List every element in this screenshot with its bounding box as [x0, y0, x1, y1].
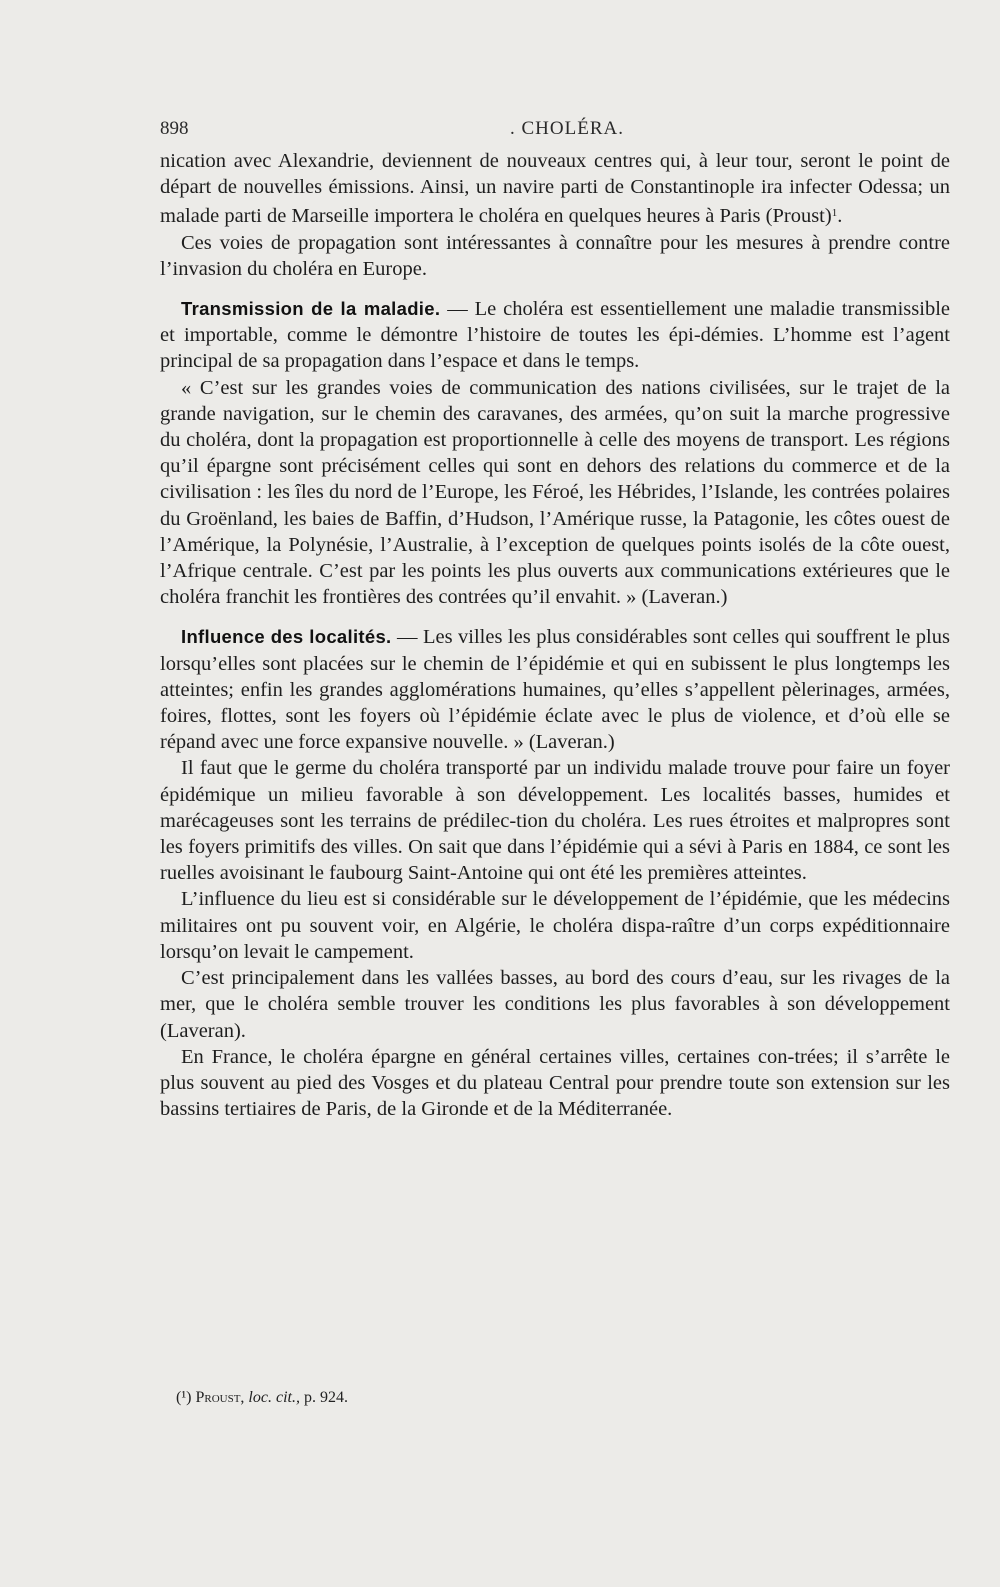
paragraph-1-text: nication avec Alexandrie, deviennent de nouveaux centres qui, à leur tour, seront le point de départ de nouvelles émissions. Ainsi, un navire parti de Constantinople ira infecter Odessa; un malade parti de Marseille importera le choléra en quelques heures à Paris (Proust) [160, 150, 950, 228]
footnote-page: p. 924. [303, 1389, 348, 1406]
paragraph-transmission [160, 296, 950, 375]
paragraph-france: En France, le choléra épargne en général certaines villes, certaines con-trées; il s’arrête le plus souvent au pied des Vosges et du plateau Central pour prendre toute son extension sur les bassins tertiaires de Paris, de la Gironde et de la Méditerranée. [160, 1045, 950, 1121]
section-heading-influence: Influence des localités. [181, 626, 392, 648]
paragraph-2: Ces voies de propagation sont intéressantes à connaître pour les mesures à prendre contre l’invasion du choléra en Europe. [160, 231, 950, 280]
body-text [160, 148, 950, 1122]
paragraph-influence-lieu: L’influence du lieu est si considérable sur le développement de l’épidémie, que les médecins militaires ont pu souvent voir, en Algérie, le choléra dispa-raître d’un corps expéditionnaire lorsqu’on levait le campement. [160, 888, 950, 963]
footnote [176, 1389, 348, 1407]
footnote-marker: (¹) [176, 1389, 192, 1406]
running-title: . CHOLÉRA. [510, 118, 624, 139]
footnote-ref: loc. cit., [248, 1389, 300, 1406]
paragraph-continuation [160, 148, 950, 230]
paragraph-transmission-text: — Le choléra est essentiellement une maladie transmissible et importable, comme le démontre l’histoire de toutes les épi-démies. L’homme est l’agent principal de sa propagation dans l’espace et dans le temps. [160, 298, 950, 373]
paragraph-influence [160, 624, 950, 755]
paragraph-vallees: C’est principalement dans les vallées basses, au bord des cours d’eau, sur les rivages de la mer, que le choléra semble trouver les conditions les plus favorables à son développement (Laveran). [160, 967, 950, 1042]
running-head [160, 118, 950, 144]
footnote-reference: 1 [831, 207, 838, 220]
paragraph-germe: Il faut que le germe du choléra transporté par un individu malade trouve pour faire un foyer épidémique un milieu favorable à son développement. Les localités basses, humides et marécageuses sont les terrains de prédilec-tion du choléra. Les rues étroites et malpropres sont les foyers primitifs des villes. On sait que dans l’épidémie qui a sévi à Paris en 1884, ce sont les ruelles avoisinant le faubourg Saint-Antoine qui ont été les premières atteintes. [160, 757, 950, 885]
section-heading-transmission: Transmission de la maladie. [181, 298, 441, 320]
paragraph-quote-laveran: « C’est sur les grandes voies de communication des nations civilisées, sur le trajet de la grande navigation, sur le chemin des caravanes, des armées, qu’on suit la marche progressive du choléra, dont la propagation est proportionnelle à celle des moyens de transport. Les régions qu’il épargne sont précisément celles qui sont en dehors des relations du commerce et de la civilisation : les îles du nord de l’Europe, les Féroé, les Hébrides, l’Islande, les contrées polaires du Groënland, les baies de Baffin, d’Hudson, l’Amérique russe, la Patagonie, les côtes ouest de l’Amérique, la Polynésie, l’Australie, à l’exception de quelques points isolés de la côte ouest, l’Afrique centrale. C’est par les points les plus ouverts aux communications extérieures que le choléra franchit les frontières des contrées qu’il envahit. » (Laveran.) [160, 376, 950, 609]
paragraph-1-end: . [837, 205, 843, 228]
paragraph-influence-text: — Les villes les plus considérables sont celles qui souffrent le plus lorsqu’elles sont placées sur le chemin de l’épidémie et qui en subissent le plus longtemps les atteintes; enfin les grandes agglomérations humaines, qu’elles s’appellent pèlerinages, armées, foires, flottes, sont les foyers où l’épidémie éclate avec le plus de violence, et d’où elle se répand avec une force expansive nouvelle. » (Laveran.) [160, 626, 950, 754]
page-number: 898 [160, 118, 189, 139]
footnote-author: Proust, [195, 1389, 245, 1406]
